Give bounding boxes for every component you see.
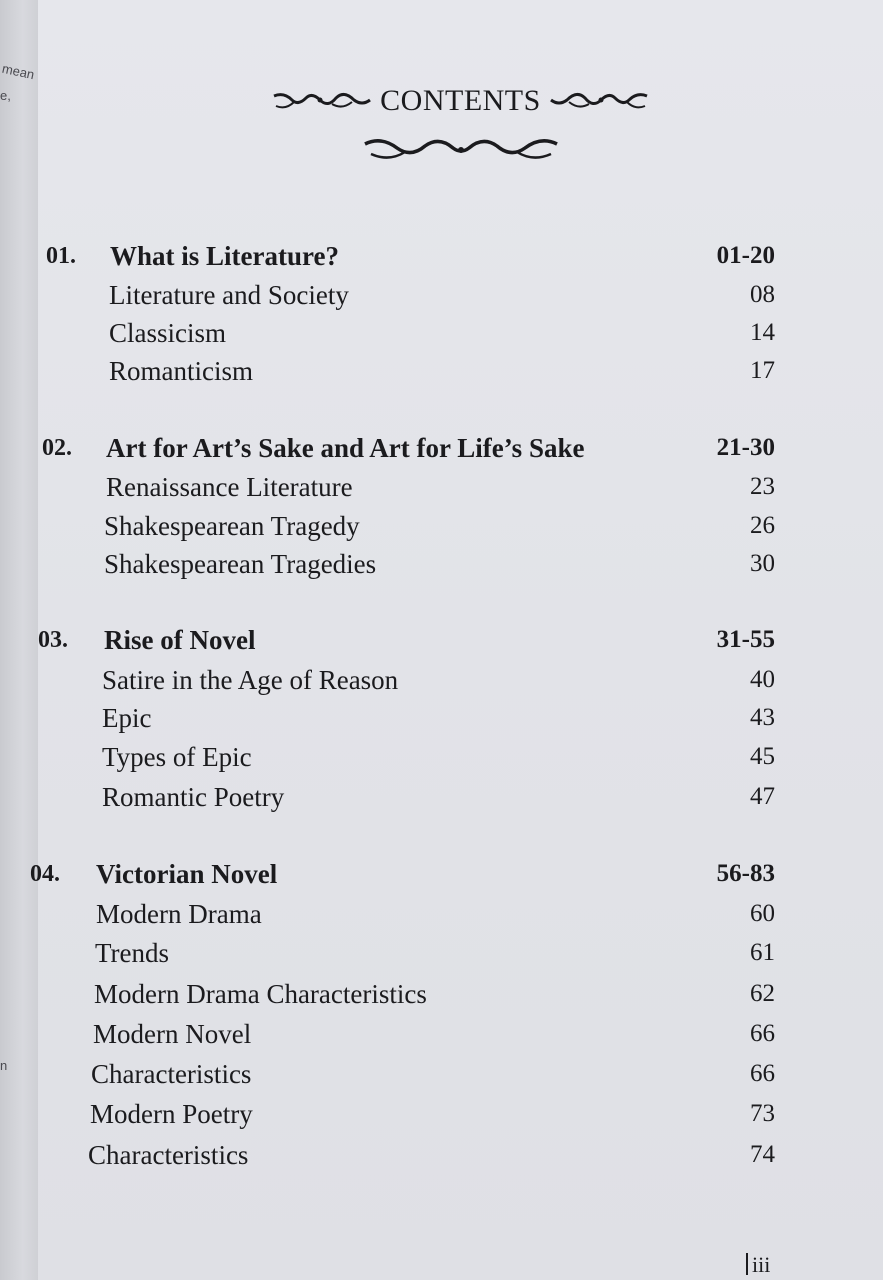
toc-entry[interactable] xyxy=(38,739,883,775)
toc-entry[interactable] xyxy=(38,546,883,582)
toc-section[interactable] xyxy=(38,238,883,274)
entry-title: Romanticism xyxy=(109,356,253,386)
entry-title: Satire in the Age of Reason xyxy=(102,665,399,695)
toc-section[interactable] xyxy=(30,856,883,892)
entry-title: Modern Drama Characteristics xyxy=(94,979,427,1009)
toc-entry[interactable] xyxy=(38,508,883,544)
margin-fragment: mean xyxy=(0,60,36,83)
toc-entry[interactable] xyxy=(38,1016,883,1052)
section-title: Victorian Novel xyxy=(96,859,278,889)
section-number: 04. xyxy=(30,861,60,887)
toc-entry[interactable] xyxy=(38,1137,883,1173)
entry-page: 17 xyxy=(750,357,775,384)
section-title: What is Literature? xyxy=(110,241,339,271)
entry-title: Trends xyxy=(95,938,170,968)
page-footer xyxy=(746,1252,770,1278)
book-gutter xyxy=(0,0,39,1280)
entry-page: 23 xyxy=(750,473,775,500)
entry-page: 40 xyxy=(750,666,775,693)
margin-fragment: e, xyxy=(0,88,11,103)
toc-entry[interactable] xyxy=(38,700,883,736)
toc-entry[interactable] xyxy=(38,935,883,971)
toc-section[interactable] xyxy=(38,430,883,466)
entry-title: Classicism xyxy=(109,318,227,348)
section-pages: 56-83 xyxy=(716,860,775,887)
toc-entry[interactable] xyxy=(38,662,883,698)
toc-entry[interactable] xyxy=(38,353,883,389)
entry-title: Modern Drama xyxy=(96,899,262,929)
section-number: 02. xyxy=(42,435,72,461)
toc-entry[interactable] xyxy=(38,1056,883,1092)
entry-page: 14 xyxy=(750,319,775,346)
table-of-contents xyxy=(30,0,883,1280)
entry-page: 74 xyxy=(750,1141,775,1168)
footer-rule xyxy=(746,1253,748,1275)
entry-page: 66 xyxy=(750,1060,775,1087)
entry-page: 43 xyxy=(750,704,775,731)
toc-entry[interactable] xyxy=(38,1096,883,1132)
entry-title: Characteristics xyxy=(88,1140,249,1170)
entry-page: 66 xyxy=(750,1020,775,1047)
entry-page: 08 xyxy=(750,281,775,308)
entry-page: 73 xyxy=(750,1100,775,1127)
contents-page xyxy=(30,0,883,1280)
section-title: Art for Art’s Sake and Art for Life’s Sake xyxy=(106,433,585,463)
toc-entry[interactable] xyxy=(38,315,883,351)
section-number: 01. xyxy=(46,243,76,269)
entry-title: Characteristics xyxy=(91,1059,252,1089)
toc-entry[interactable] xyxy=(38,277,883,313)
entry-title: Modern Poetry xyxy=(90,1099,253,1129)
page-number: iii xyxy=(752,1252,771,1277)
section-number: 03. xyxy=(38,627,68,653)
entry-page: 61 xyxy=(750,939,775,966)
toc-entry[interactable] xyxy=(38,469,883,505)
entry-title: Shakespearean Tragedies xyxy=(104,549,377,579)
entry-page: 62 xyxy=(750,980,775,1007)
page-title: CONTENTS xyxy=(380,84,541,117)
section-pages: 21-30 xyxy=(716,434,775,461)
entry-title: Renaissance Literature xyxy=(106,472,353,502)
entry-title: Literature and Society xyxy=(109,280,349,310)
entry-page: 45 xyxy=(750,743,775,770)
entry-title: Shakespearean Tragedy xyxy=(104,511,360,541)
entry-title: Romantic Poetry xyxy=(102,782,285,812)
toc-entry[interactable] xyxy=(38,976,883,1012)
entry-page: 47 xyxy=(750,783,775,810)
entry-title: Types of Epic xyxy=(102,742,252,772)
entry-title: Epic xyxy=(102,703,152,733)
section-title: Rise of Novel xyxy=(104,625,256,655)
toc-entry[interactable] xyxy=(38,896,883,932)
toc-section[interactable] xyxy=(38,622,883,658)
toc-entry[interactable] xyxy=(38,779,883,815)
entry-page: 26 xyxy=(750,512,775,539)
entry-page: 30 xyxy=(750,550,775,577)
section-pages: 31-55 xyxy=(716,626,775,653)
margin-fragment: n xyxy=(0,1058,8,1073)
entry-page: 60 xyxy=(750,900,775,927)
entry-title: Modern Novel xyxy=(93,1019,252,1049)
section-pages: 01-20 xyxy=(716,242,775,269)
